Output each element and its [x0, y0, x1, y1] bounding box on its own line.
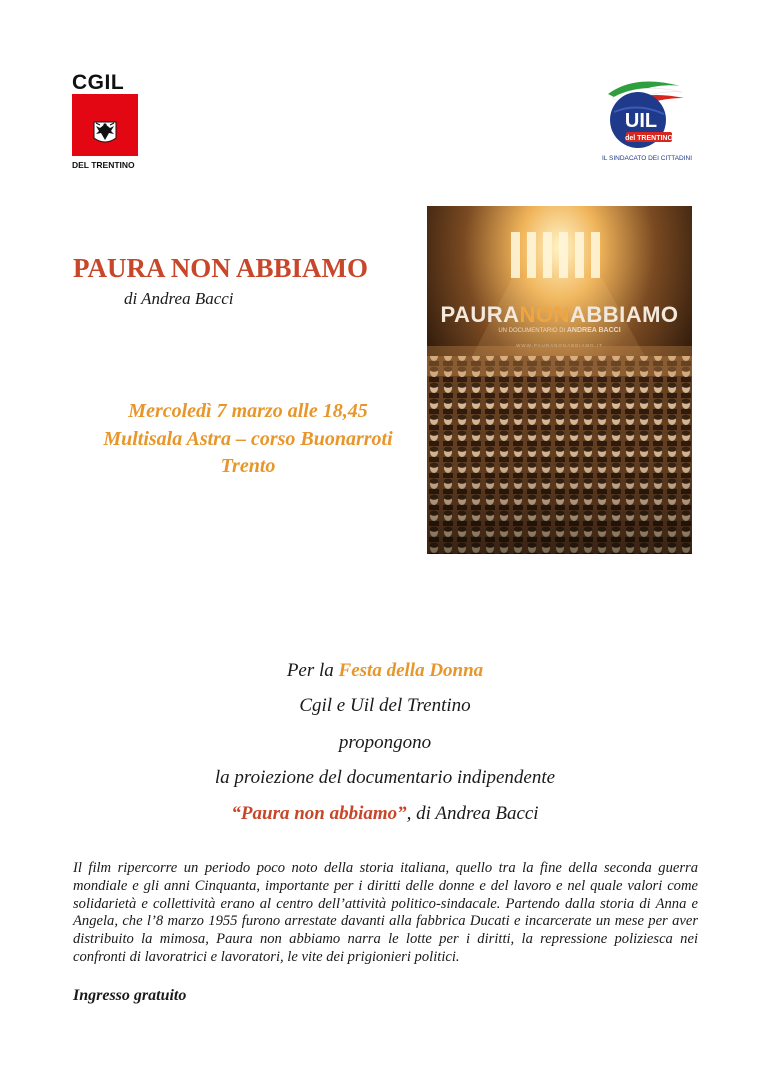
uil-logo-word: UIL — [624, 110, 658, 132]
poster-title-a: PAURA — [440, 302, 520, 327]
poster-artwork — [427, 206, 692, 554]
poster-title-c: ABBIAMO — [569, 302, 679, 327]
announcement-line-4: la proiezione del documentario indipendente — [214, 767, 556, 788]
cgil-logo-word: CGIL — [72, 71, 125, 94]
free-entry-note: Ingresso gratuito — [73, 987, 187, 1004]
event-city: Trento — [220, 455, 276, 477]
event-date: Mercoledì 7 marzo alle 18,45 — [128, 400, 368, 422]
film-title-quote: “Paura non abbiamo” — [231, 803, 407, 824]
uil-logo-sub1: del TRENTINO — [625, 135, 673, 142]
film-description: Il film ripercorre un periodo poco noto della storia italiana, quello tra la fine della seconda guerra mondiale e gli anni Cinquanta, importante per i diritti delle donne e del lavoro e nel quale valori come solidarietà e collettività erano al centro dell’attività politico-sindacale. Partendo dalla storia di Anna e Angela, che l’8 marzo 1955 furono arrestate davanti alla fabbrica Ducati e incarcerate un mese per aver distribuito la mimosa, Paura non abbiamo narra le lotte per i diritti, la repressione poliziesca nei confronti di lavoratrici e lavoratori, le vite dei prigionieri politici. — [73, 860, 698, 965]
poster-title — [427, 302, 692, 328]
festa-della-donna: Festa della Donna — [338, 660, 484, 681]
cgil-logo-emblem — [72, 94, 138, 156]
announcement-line-5 — [0, 803, 770, 825]
uil-logo — [590, 72, 693, 168]
announcement-line-2: Cgil e Uil del Trentino — [299, 695, 471, 716]
uil-emblem-icon — [590, 72, 690, 154]
cgil-logo-subtitle: DEL TRENTINO — [72, 160, 135, 170]
poster-subtitle-name: ANDREA BACCI — [566, 327, 621, 334]
announcement-line-5-post: , di Andrea Bacci — [406, 803, 539, 824]
poster-subtitle-pre: UN DOCUMENTARIO DI — [498, 328, 566, 334]
poster-subtitle — [427, 327, 692, 334]
page-author: di Andrea Bacci — [124, 289, 234, 308]
announcement-line-1-pre: Per la — [286, 660, 339, 681]
announcement-line-3: propongono — [338, 732, 432, 753]
page-title: PAURA NON ABBIAMO — [73, 253, 369, 283]
eagle-icon — [72, 94, 138, 156]
announcement-line-1 — [0, 660, 770, 682]
poster-title-b: NON — [519, 302, 570, 327]
event-venue: Multisala Astra – corso Buonarroti — [103, 428, 393, 450]
cgil-logo — [72, 71, 140, 170]
poster-url: WWW.PAURANONABBIAMO.IT — [516, 343, 603, 348]
film-poster — [427, 206, 692, 554]
uil-logo-subtitle: IL SINDACATO DEI CITTADINI — [602, 155, 693, 162]
